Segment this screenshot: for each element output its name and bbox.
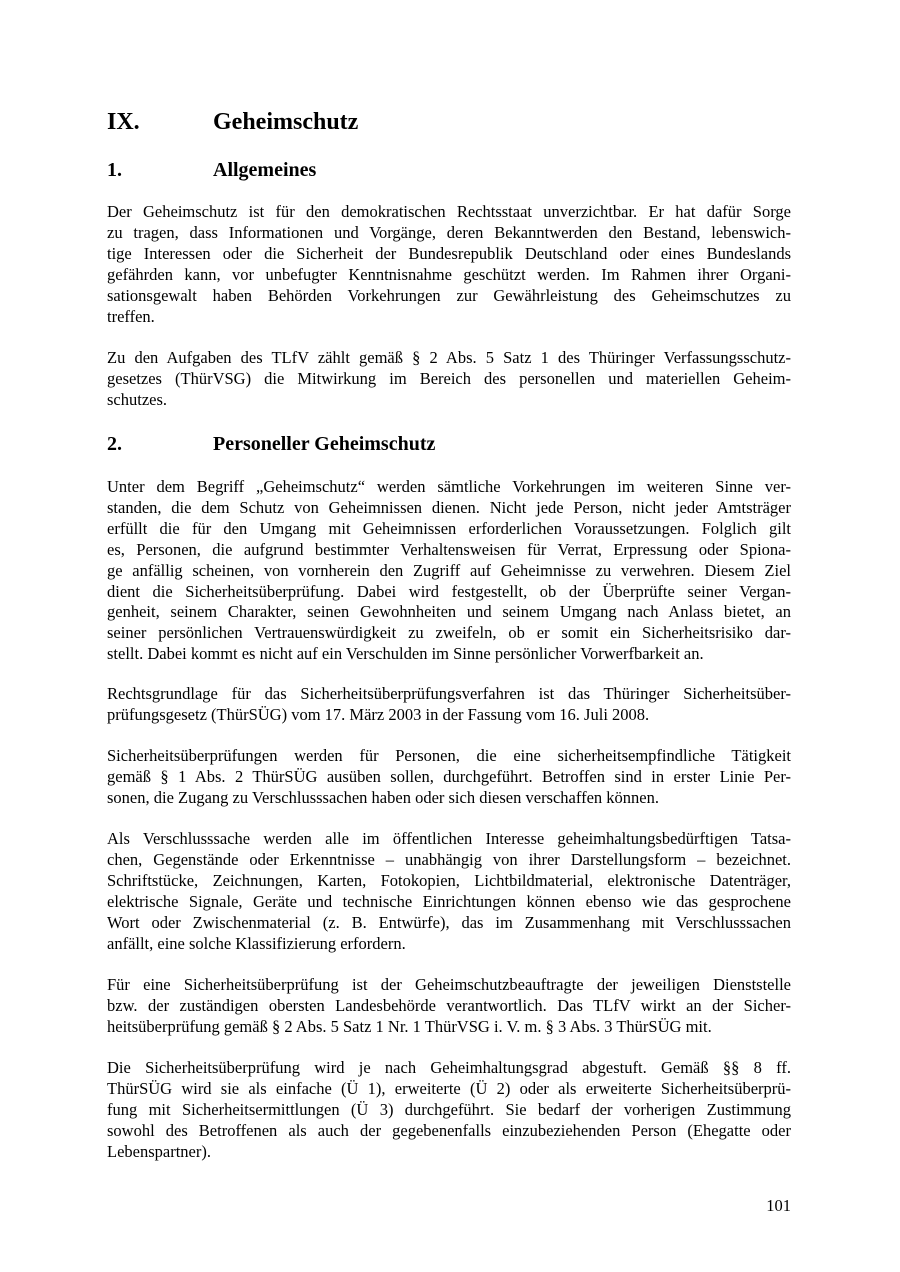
text-line: gesetzes (ThürVSG) die Mitwirkung im Bereich des personellen und materiellen Geheim- bbox=[107, 368, 791, 388]
chapter-number: IX. bbox=[107, 109, 140, 135]
text-line: chen, Gegenstände oder Erkenntnisse – unabhängig von ihrer Darstellungsform – bezeichnet. bbox=[107, 849, 791, 869]
text-line: Unter dem Begriff „Geheimschutz“ werden sämtliche Vorkehrungen im weiteren Sinne ver- bbox=[107, 477, 791, 496]
section-title: Personeller Geheimschutz bbox=[213, 433, 436, 455]
section-heading-2 bbox=[107, 431, 797, 457]
paragraph-2 bbox=[107, 348, 791, 411]
text-line: Für eine Sicherheitsüberprüfung ist der Geheimschutzbeauftragte der jeweiligen Dienststelle bbox=[107, 975, 791, 994]
text-line: Lebenspartner). bbox=[107, 1141, 211, 1161]
text-line: heitsüberprüfung gemäß § 2 Abs. 5 Satz 1 Nr. 1 ThürVSG i. V. m. § 3 Abs. 3 ThürSÜG mit. bbox=[107, 1016, 712, 1036]
paragraph-7 bbox=[107, 975, 791, 1038]
text-line: elektrische Signale, Geräte und technische Einrichtungen können ebenso wie das gesprochene bbox=[107, 891, 791, 911]
text-line: Rechtsgrundlage für das Sicherheitsüberprüfungsverfahren ist das Thüringer Sicherheitsüber- bbox=[107, 684, 791, 703]
text-line: Wort oder Zwischenmaterial (z. B. Entwürfe), das im Zusammenhang mit Verschlusssachen bbox=[107, 912, 791, 932]
text-line: anfällt, eine solche Klassifizierung erfordern. bbox=[107, 933, 406, 953]
section-number: 1. bbox=[107, 159, 122, 181]
text-line: sationsgewalt haben Behörden Vorkehrungen zur Gewährleistung des Geheimschutzes zu bbox=[107, 285, 791, 305]
paragraph-5 bbox=[107, 746, 791, 809]
text-line: Als Verschlusssache werden alle im öffentlichen Interesse geheimhaltungsbedürftigen Tatsa- bbox=[107, 829, 791, 848]
text-line: sowohl des Betroffenen als auch der gegebenenfalls einzubeziehenden Person (Ehegatte oder bbox=[107, 1120, 791, 1140]
text-line: prüfungsgesetz (ThürSÜG) vom 17. März 2003 in der Fassung vom 16. Juli 2008. bbox=[107, 704, 650, 724]
text-line: standen, die dem Schutz von Geheimnissen dienen. Nicht jede Person, nicht jeder Amtsträger bbox=[107, 497, 791, 517]
text-line: stellt. Dabei kommt es nicht auf ein Verschulden im Sinne persönlicher Vorwerfbarkeit an. bbox=[107, 644, 704, 664]
paragraph-1 bbox=[107, 202, 791, 327]
text-line: Schriftstücke, Zeichnungen, Karten, Fotokopien, Lichtbildmaterial, elektronische Datenträger, bbox=[107, 870, 791, 890]
text-line: es, Personen, die aufgrund bestimmter Verhaltensweisen für Verrat, Erpressung oder Spiona- bbox=[107, 539, 791, 559]
section-number: 2. bbox=[107, 433, 122, 455]
text-line: bzw. der zuständigen obersten Landesbehörde verantwortlich. Das TLfV wirkt an der Sicher- bbox=[107, 995, 791, 1015]
text-line: treffen. bbox=[107, 306, 155, 326]
paragraph-4 bbox=[107, 684, 791, 726]
text-line: Der Geheimschutz ist für den demokratischen Rechtsstaat unverzichtbar. Er hat dafür Sorge bbox=[107, 202, 791, 221]
section-title: Allgemeines bbox=[213, 159, 317, 181]
text-line: Sicherheitsüberprüfungen werden für Personen, die eine sicherheitsempfindliche Tätigkeit bbox=[107, 746, 791, 765]
text-line: gefährden kann, vor unbefugter Kenntnisnahme geschützt werden. Im Rahmen ihrer Organi- bbox=[107, 264, 791, 284]
chapter-heading bbox=[107, 106, 797, 138]
text-line: gemäß § 1 Abs. 2 ThürSÜG ausüben sollen, durchgeführt. Betroffen sind in erster Linie Per- bbox=[107, 766, 791, 786]
text-line: erfüllt die für den Umgang mit Geheimnissen erforderlichen Voraussetzungen. Folglich gilt bbox=[107, 518, 791, 538]
text-line: dient die Sicherheitsüberprüfung. Dabei wird festgestellt, ob der Überprüfte seiner Vergan- bbox=[107, 581, 791, 601]
text-line: ge anfällig scheinen, von vornherein den Zugriff auf Geheimnisse zu verwehren. Diesem Ziel bbox=[107, 560, 791, 580]
text-line: zu tragen, dass Informationen und Vorgänge, deren Bekanntwerden den Bestand, lebenswich- bbox=[107, 222, 791, 242]
chapter-title: Geheimschutz bbox=[213, 109, 359, 135]
text-line: Zu den Aufgaben des TLfV zählt gemäß § 2 Abs. 5 Satz 1 des Thüringer Verfassungsschutz- bbox=[107, 348, 791, 367]
text-line: sonen, die Zugang zu Verschlusssachen haben oder sich diesen verschaffen können. bbox=[107, 787, 659, 807]
paragraph-8 bbox=[107, 1058, 791, 1163]
text-line: Die Sicherheitsüberprüfung wird je nach Geheimhaltungsgrad abgestuft. Gemäß §§ 8 ff. bbox=[107, 1058, 791, 1077]
text-line: fung mit Sicherheitsermittlungen (Ü 3) durchgeführt. Sie bedarf der vorherigen Zustimmung bbox=[107, 1099, 791, 1119]
paragraph-6 bbox=[107, 829, 791, 954]
text-line: schutzes. bbox=[107, 389, 168, 409]
text-line: ThürSÜG wird sie als einfache (Ü 1), erweiterte (Ü 2) oder als erweiterte Sicherheitsüberprü- bbox=[107, 1078, 791, 1098]
paragraph-3 bbox=[107, 477, 791, 665]
text-line: tige Interessen oder die Sicherheit der Bundesrepublik Deutschland oder eines Bundeslands bbox=[107, 243, 791, 263]
section-heading-1 bbox=[107, 157, 797, 183]
page-number: 101 bbox=[766, 1196, 791, 1215]
text-line: genheit, seinem Charakter, seinen Gewohnheiten und seinem Umgang nach Anlass bietet, an bbox=[107, 602, 791, 622]
text-line: seiner persönlichen Vertrauenswürdigkeit zu zweifeln, ob er somit ein Sicherheitsrisiko dar- bbox=[107, 623, 791, 643]
